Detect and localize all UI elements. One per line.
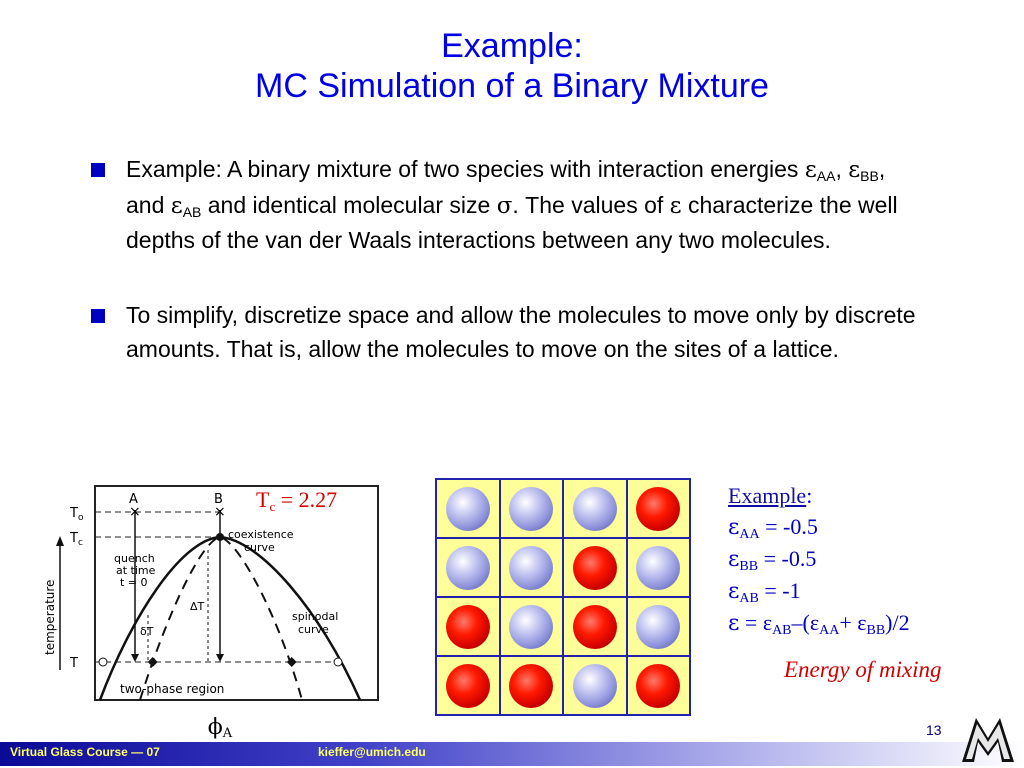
lattice-site: [436, 656, 500, 715]
lattice-site: [500, 597, 564, 656]
energy-of-mixing-label: Energy of mixing: [784, 657, 942, 682]
critical-point: [216, 533, 224, 541]
university-logo-icon: [958, 712, 1018, 766]
molecule-a-icon: [636, 605, 680, 649]
slide-title: [0, 26, 1024, 106]
lattice-site: [500, 479, 564, 538]
svg-text:T: T: [70, 656, 78, 671]
svg-text:spinodal: spinodal: [292, 610, 339, 623]
page-number: 13: [926, 722, 942, 738]
composition-a-label: A: [129, 492, 138, 507]
svg-text:at time: at time: [116, 564, 156, 577]
lattice-site: [436, 597, 500, 656]
eps-aa-line: $\varepsilon_{AA} = -0.5$: [728, 514, 818, 542]
svg-text:×: ×: [214, 504, 226, 520]
molecule-a-icon: [509, 487, 553, 531]
eps-mixing-line: $\varepsilon = \varepsilon_{AB}-(\varepsilon_{AA}+ \varepsilon_{BB})/2$: [728, 610, 910, 638]
bullet-item-lattice: To simplify, discretize space and allow the molecules to move only by discrete amounts. That is, allow the molecules to move on the sites of a lattice.: [88, 298, 918, 367]
molecule-b-icon: [446, 605, 490, 649]
svg-text:t = 0: t = 0: [120, 576, 148, 589]
svg-text:To: $T_o$: [70, 506, 84, 523]
composition-b-label: B: [214, 492, 223, 507]
y-axis-label: temperature: [43, 579, 57, 655]
molecule-b-icon: [509, 664, 553, 708]
lattice-site: [563, 597, 627, 656]
lattice-site: [627, 597, 691, 656]
lattice-site: [563, 656, 627, 715]
molecule-b-icon: [636, 487, 680, 531]
lattice-site: [436, 479, 500, 538]
molecule-b-icon: [636, 664, 680, 708]
svg-text:×: ×: [129, 504, 141, 520]
lattice-site: [627, 656, 691, 715]
lattice-site: [500, 538, 564, 597]
svg-text:ΔT: ΔT: [190, 600, 205, 613]
lattice-site: [627, 538, 691, 597]
two-phase-region-label: two-phase region: [120, 682, 225, 696]
example-heading: Example: [728, 483, 807, 508]
lattice-site: [563, 479, 627, 538]
lattice-site: [627, 479, 691, 538]
molecule-a-icon: [636, 546, 680, 590]
svg-text:quench: quench: [114, 552, 155, 565]
bullet-item-interaction-energies: Example: A binary mixture of two species with interaction energies $\varepsilon_{AA}$, $\varepsilon_{BB}$, and $\varepsilon_{AB}$ and identical molecular size σ. The values of ε characterize the well depths of the van der Waals interactions between any two molecules.: [88, 152, 918, 258]
bullet-square-icon: [91, 163, 105, 177]
svg-text:curve: curve: [244, 541, 275, 554]
footer-email: kieffer@umich.edu: [318, 745, 426, 759]
bullet-list: [88, 152, 918, 407]
lattice-grid: [435, 478, 691, 716]
molecule-a-icon: [573, 487, 617, 531]
title-line-1: Example:: [441, 27, 583, 65]
eps-bb-line: $\varepsilon_{BB} = -0.5$: [728, 546, 817, 574]
footer-bar: [0, 742, 1024, 766]
lattice-site: [563, 538, 627, 597]
molecule-a-icon: [509, 605, 553, 649]
phi-axis-label: $\phi_A$: [195, 712, 245, 746]
svg-text:curve: curve: [298, 623, 329, 636]
svg-text:Tc: $T_c$: [70, 531, 83, 548]
molecule-b-icon: [573, 605, 617, 649]
footer-course: Virtual Glass Course — 07: [10, 745, 160, 759]
critical-temperature-label: $T_c = 2.27$: [256, 487, 338, 514]
molecule-a-icon: [446, 487, 490, 531]
molecule-b-icon: [573, 546, 617, 590]
title-line-2: MC Simulation of a Binary Mixture: [255, 67, 769, 105]
molecule-b-icon: [446, 664, 490, 708]
molecule-a-icon: [446, 546, 490, 590]
lattice-site: [436, 538, 500, 597]
molecule-a-icon: [509, 546, 553, 590]
svg-text:coexistence: coexistence: [228, 528, 294, 541]
bullet-square-icon: [91, 309, 105, 323]
example-parameters: Example: $\varepsilon_{AA} = -0.5$ $\varepsilon_{BB} = -0.5$ $\varepsilon_{AB} = -1$ $\varepsilon = \varepsilon_{AB}-(\varepsilon_{AA}+ \varepsilon_{BB})/2$: [728, 483, 910, 638]
lattice-site: [500, 656, 564, 715]
molecule-a-icon: [573, 664, 617, 708]
eps-ab-line: $\varepsilon_{AB} = -1$: [728, 578, 801, 606]
svg-text:δT: δT: [140, 625, 154, 638]
